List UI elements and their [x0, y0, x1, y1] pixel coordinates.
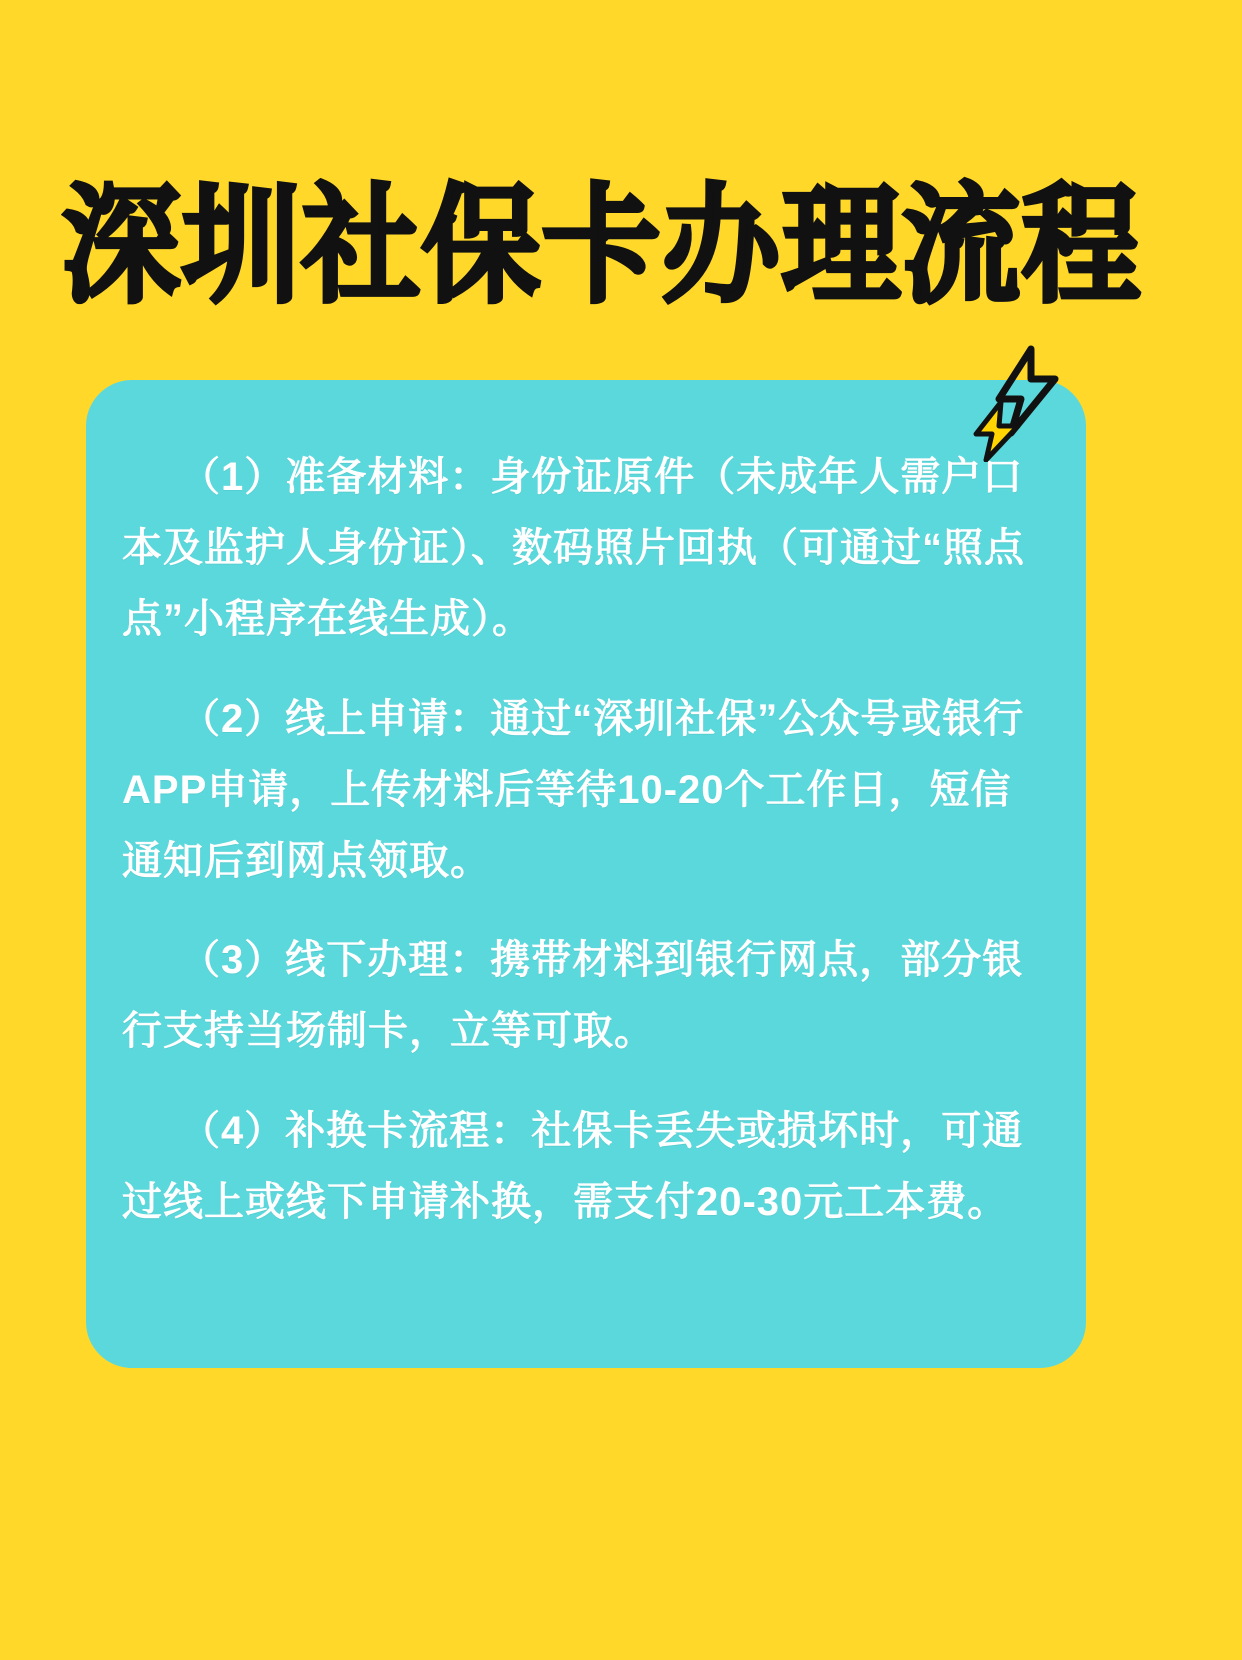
list-item: （1）准备材料：身份证原件（未成年人需户口本及监护人身份证）、数码照片回执（可通过“照点点”小程序在线生成）。	[122, 455, 1025, 642]
lightning-bolt-solid-icon	[968, 400, 1024, 462]
page-title: 深圳社保卡办理流程	[62, 175, 1143, 318]
list-item: （4）补换卡流程：社保卡丢失或损坏时，可通过线上或线下申请补换，需支付20-30元工本费。	[122, 1108, 1024, 1224]
list-item: （3）线下办理：携带材料到银行网点，部分银行支持当场制卡，立等可取。	[122, 938, 1024, 1054]
steps-card	[86, 380, 1086, 1368]
list-item: （2）线上申请：通过“深圳社保”公众号或银行APP申请，上传材料后等待10-20个工作日，短信通知后到网点领取。	[122, 696, 1025, 883]
